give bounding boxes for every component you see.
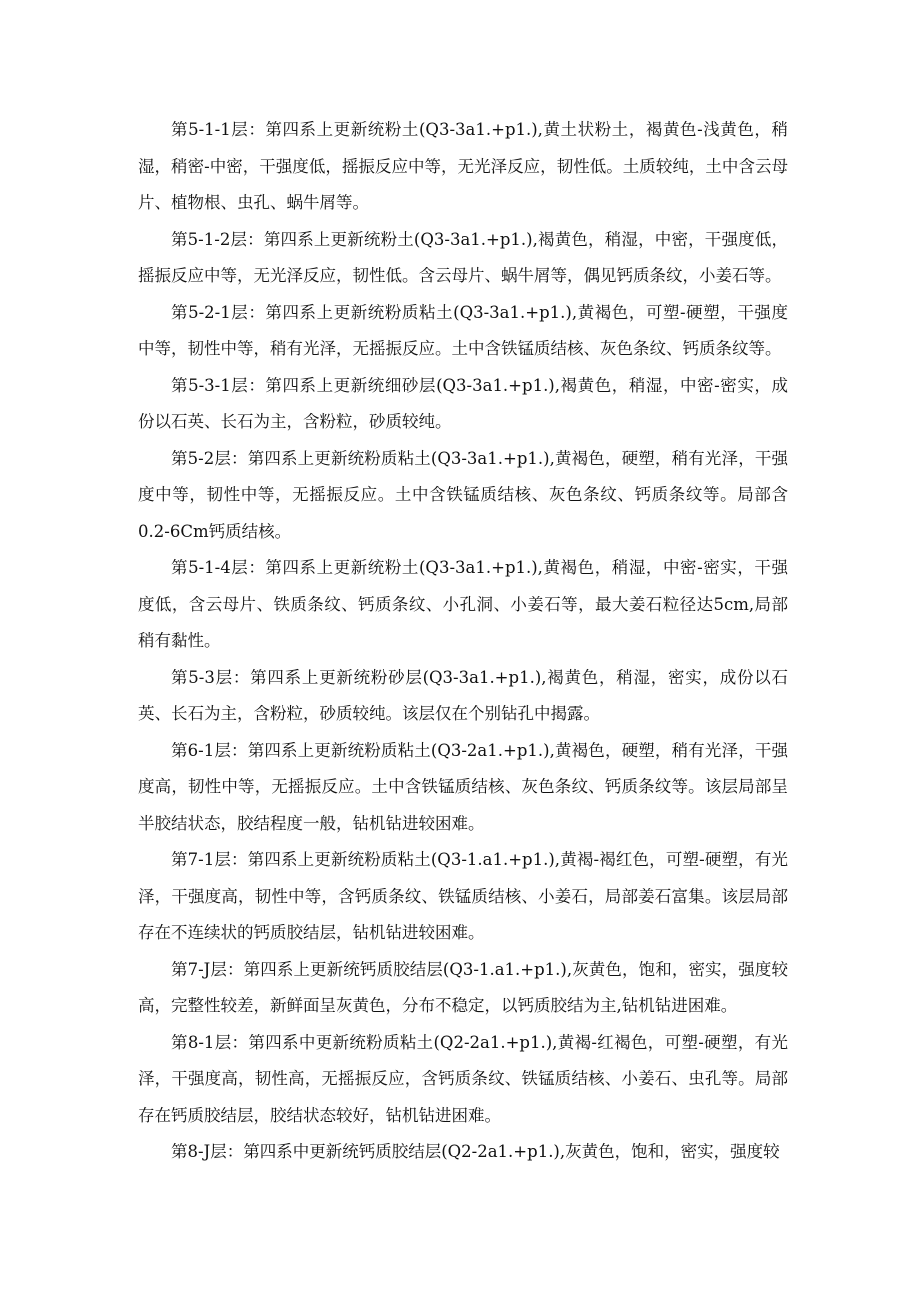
paragraph-8-j: 第8-J层：第四系中更新统钙质胶结层(Q2-2a1.+p1.),灰黄色，饱和，密实，强度较 <box>171 1142 780 1161</box>
paragraph-7-j: 第7-J层：第四系上更新统钙质胶结层(Q3-1.a1.+p1.),灰黄色，饱和，密实，强度较高，完整性较差，新鲜面呈灰黄色，分布不稳定，以钙质胶结为主,钻机钻进困难。 <box>138 959 788 1015</box>
paragraph-5-2: 第5-2层：第四系上更新统粉质粘土(Q3-3a1.+p1.),黄褐色，硬塑，稍有光泽，干强度中等，韧性中等，无摇振反应。土中含铁锰质结核、灰色条纹、钙质条纹等。局部含0.2-6Cm钙质结核。 <box>138 448 788 541</box>
paragraph-5-3-1: 第5-3-1层：第四系上更新统细砂层(Q3-3a1.+p1.),褐黄色，稍湿，中密-密实，成份以石英、长石为主，含粉粒，砂质较纯。 <box>138 375 788 431</box>
paragraph-5-1-4: 第5-1-4层：第四系上更新统粉土(Q3-3a1.+p1.),黄褐色，稍湿，中密-密实，干强度低，含云母片、铁质条纹、钙质条纹、小孔洞、小姜石等，最大姜石粒径达5cm,局部稍有黏性。 <box>138 558 788 650</box>
paragraph-5-1-1: 第5-1-1层：第四系上更新统粉土(Q3-3a1.+p1.),黄土状粉土，褐黄色-浅黄色，稍湿，稍密-中密，干强度低，摇振反应中等，无光泽反应，韧性低。土质较纯，土中含云母片、植物根、虫孔、蜗牛屑等。 <box>138 120 788 212</box>
document-body <box>138 112 788 1171</box>
paragraph-5-1-2: 第5-1-2层：第四系上更新统粉土(Q3-3a1.+p1.),褐黄色，稍湿，中密，干强度低，摇振反应中等，无光泽反应，韧性低。含云母片、蜗牛屑等，偶见钙质条纹，小姜石等。 <box>138 229 788 285</box>
paragraph-5-3: 第5-3层：第四系上更新统粉砂层(Q3-3a1.+p1.),褐黄色，稍湿，密实，成份以石英、长石为主，含粉粒，砂质较纯。该层仅在个别钻孔中揭露。 <box>138 667 788 723</box>
paragraph-8-1: 第8-1层：第四系中更新统粉质粘土(Q2-2a1.+p1.),黄褐-红褐色，可塑-硬塑，有光泽，干强度高，韧性高，无摇振反应，含钙质条纹、铁锰质结核、小姜石、虫孔等。局部存在钙质胶结层，胶结状态较好，钻机钻进困难。 <box>138 1032 788 1125</box>
paragraph-7-1: 第7-1层：第四系上更新统粉质粘土(Q3-1.a1.+p1.),黄褐-褐红色，可塑-硬塑，有光泽，干强度高，韧性中等，含钙质条纹、铁锰质结核、小姜石，局部姜石富集。该层局部存在不连续状的钙质胶结层，钻机钻进较困难。 <box>138 850 788 942</box>
paragraph-6-1: 第6-1层：第四系上更新统粉质粘土(Q3-2a1.+p1.),黄褐色，硬塑，稍有光泽，干强度高，韧性中等，无摇振反应。土中含铁锰质结核、灰色条纹、钙质条纹等。该层局部呈半胶结状态，胶结程度一般，钻机钻进较困难。 <box>138 740 788 833</box>
paragraph-5-2-1: 第5-2-1层：第四系上更新统粉质粘土(Q3-3a1.+p1.),黄褐色，可塑-硬塑，干强度中等，韧性中等，稍有光泽，无摇振反应。土中含铁锰质结核、灰色条纹、钙质条纹等。 <box>138 302 788 358</box>
